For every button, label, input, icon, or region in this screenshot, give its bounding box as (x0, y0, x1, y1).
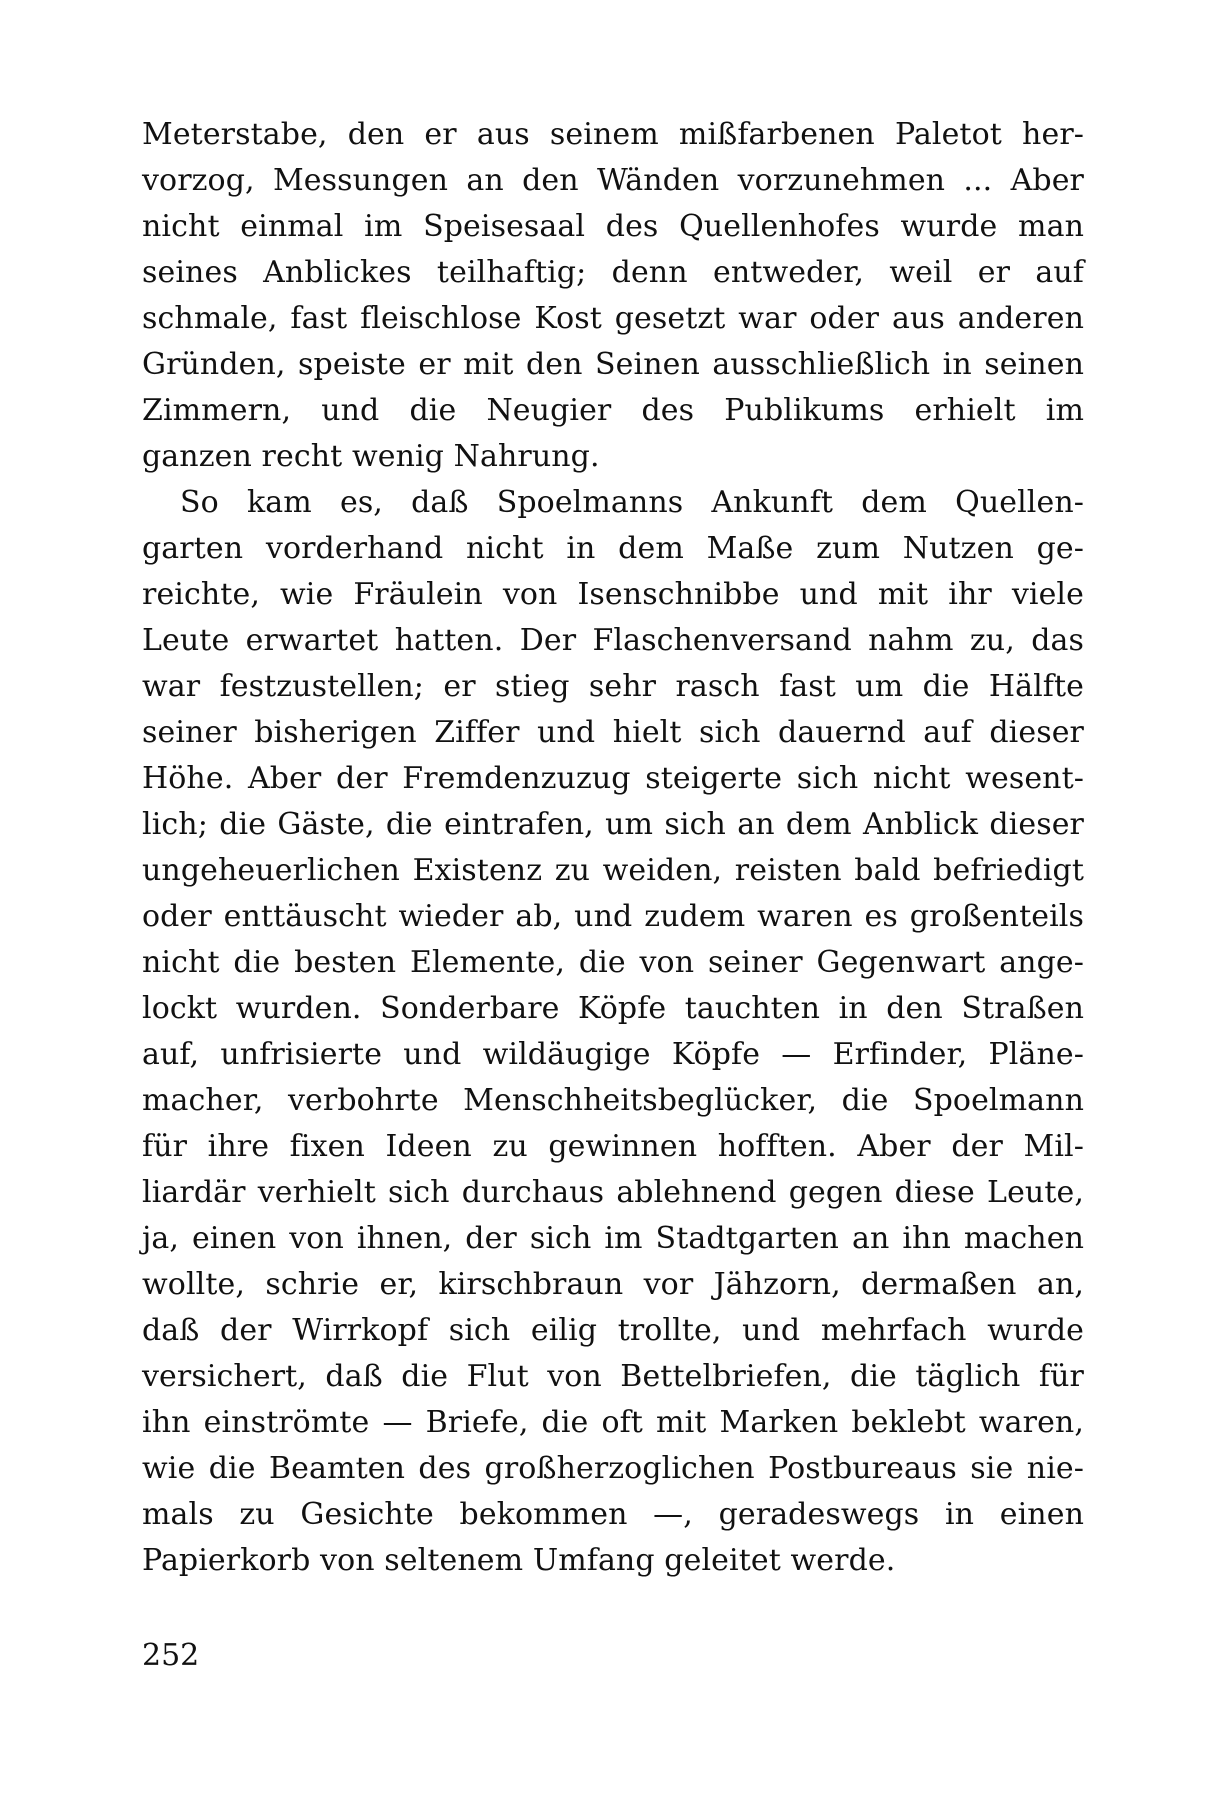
text-line: Gründen, speiste er mit den Seinen ausschließlich in seinen (142, 347, 1084, 382)
text-line: daß der Wirrkopf sich eilig trollte, und mehrfach wurde (142, 1313, 1084, 1348)
text-line: lockt wurden. Sonderbare Köpfe tauchten in den Straßen (142, 991, 1084, 1026)
text-line: Höhe. Aber der Fremdenzuzug steigerte sich nicht wesent- (142, 761, 1084, 796)
text-line: Leute erwartet hatten. Der Flaschenversand nahm zu, das (142, 623, 1084, 658)
body-text (142, 112, 1084, 1584)
text-line: ungeheuerlichen Existenz zu weiden, reisten bald befriedigt (142, 853, 1084, 888)
text-line: für ihre fixen Ideen zu gewinnen hofften. Aber der Mil- (142, 1129, 1084, 1164)
text-line: vorzog, Messungen an den Wänden vorzunehmen ... Aber (142, 163, 1084, 198)
text-line: So kam es, daß Spoelmanns Ankunft dem Quellen- (180, 485, 1084, 520)
text-line: ganzen recht wenig Nahrung. (142, 439, 600, 474)
text-line: ihn einströmte — Briefe, die oft mit Marken beklebt waren, (142, 1405, 1084, 1440)
text-line: lich; die Gäste, die eintrafen, um sich an dem Anblick dieser (142, 807, 1084, 842)
text-line: nicht einmal im Speisesaal des Quellenhofes wurde man (142, 209, 1084, 244)
text-line: auf, unfrisierte und wildäugige Köpfe — Erfinder, Pläne- (142, 1037, 1084, 1072)
text-line: Meterstabe, den er aus seinem mißfarbenen Paletot her- (142, 117, 1084, 152)
text-line: oder enttäuscht wieder ab, und zudem waren es großenteils (142, 899, 1084, 934)
text-line: garten vorderhand nicht in dem Maße zum Nutzen ge- (142, 531, 1084, 566)
text-line: Papierkorb von seltenem Umfang geleitet werde. (142, 1543, 896, 1578)
text-line: war festzustellen; er stieg sehr rasch fast um die Hälfte (142, 669, 1084, 704)
text-line: liardär verhielt sich durchaus ablehnend gegen diese Leute, (142, 1175, 1084, 1210)
text-line: ja, einen von ihnen, der sich im Stadtgarten an ihn machen (142, 1221, 1084, 1256)
text-line: nicht die besten Elemente, die von seiner Gegenwart ange- (142, 945, 1084, 980)
text-line: schmale, fast fleischlose Kost gesetzt war oder aus anderen (142, 301, 1084, 336)
text-line: seines Anblickes teilhaftig; denn entweder, weil er auf (142, 255, 1084, 290)
text-line: seiner bisherigen Ziffer und hielt sich dauernd auf dieser (142, 715, 1084, 750)
text-line: wollte, schrie er, kirschbraun vor Jähzorn, dermaßen an, (142, 1267, 1084, 1302)
text-line: Zimmern, und die Neugier des Publikums erhielt im (142, 393, 1084, 428)
page-number: 252 (142, 1638, 200, 1673)
text-line: macher, verbohrte Menschheitsbeglücker, die Spoelmann (142, 1083, 1084, 1118)
text-line: wie die Beamten des großherzoglichen Postbureaus sie nie- (142, 1451, 1084, 1486)
text-line: reichte, wie Fräulein von Isenschnibbe und mit ihr viele (142, 577, 1084, 612)
text-line: versichert, daß die Flut von Bettelbriefen, die täglich für (142, 1359, 1084, 1394)
text-line: mals zu Gesichte bekommen —, geradeswegs in einen (142, 1497, 1084, 1532)
